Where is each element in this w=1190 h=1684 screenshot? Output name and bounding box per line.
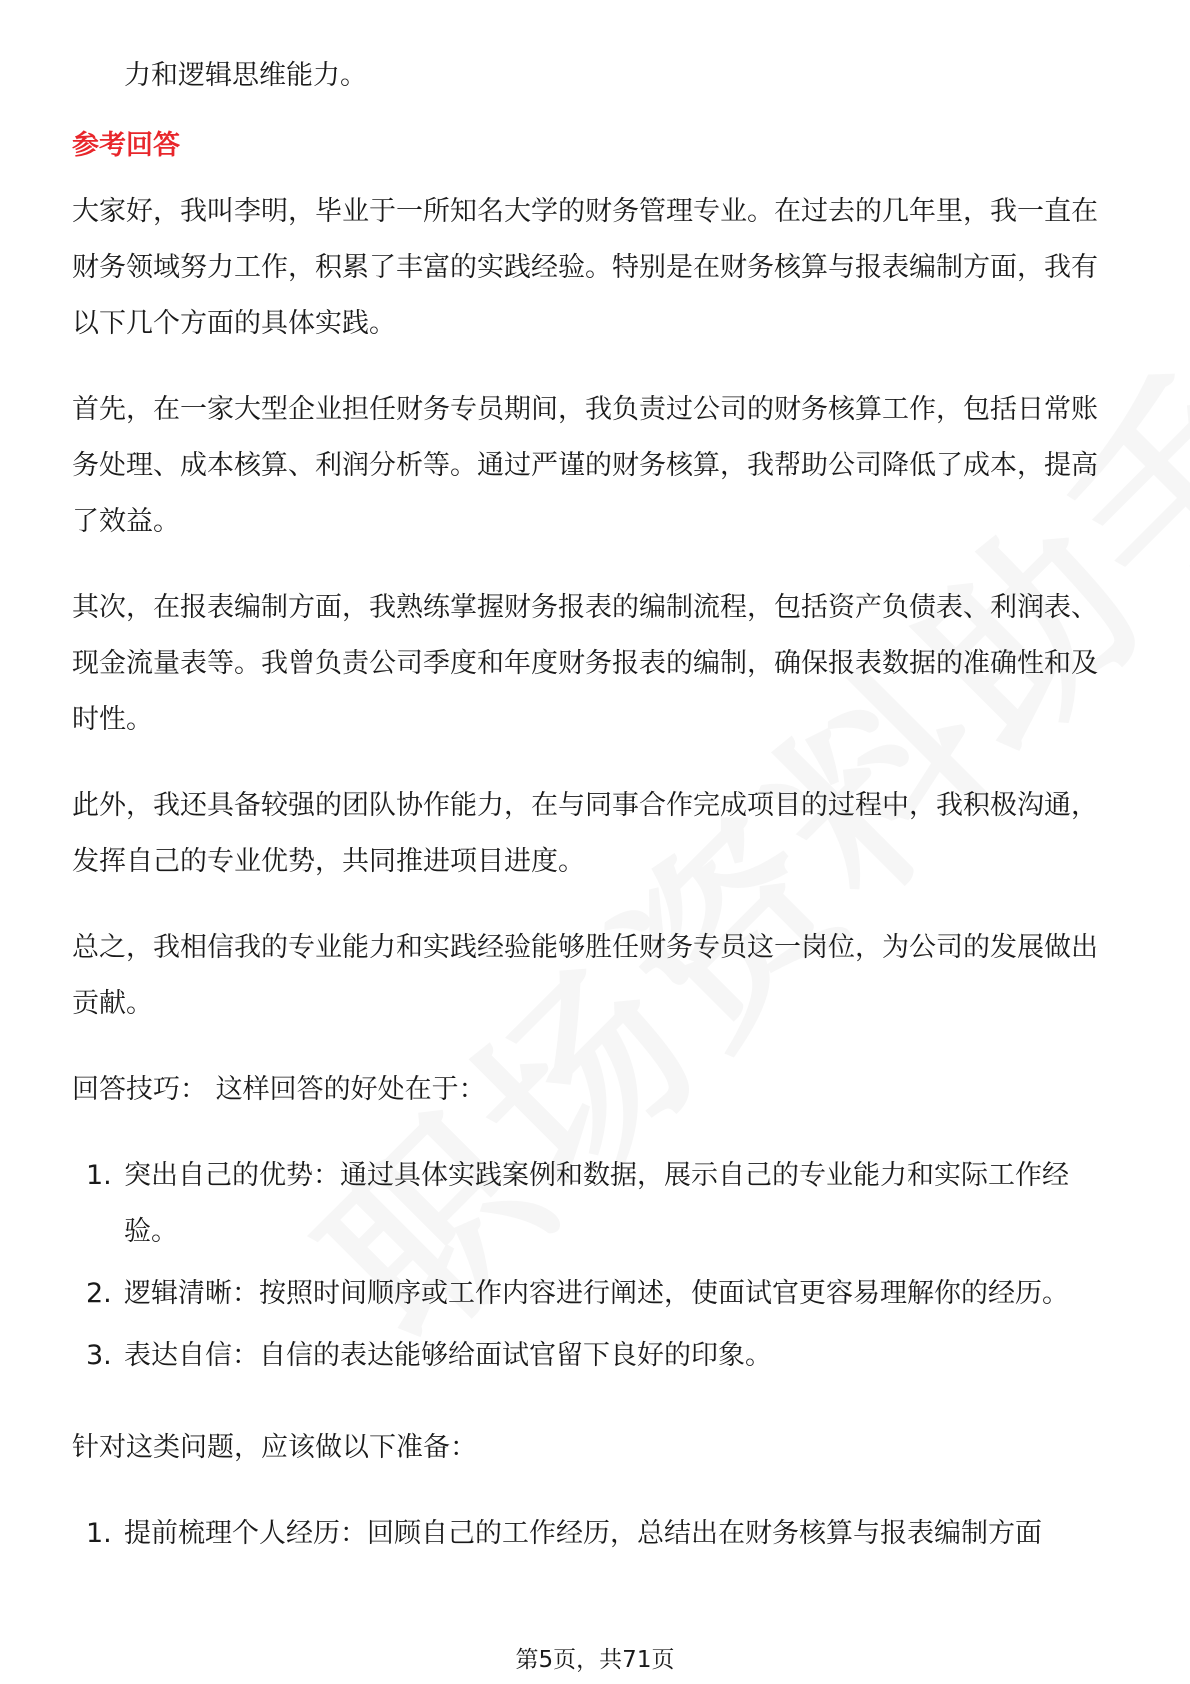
- page-footer: 第5页，共71页: [515, 1647, 675, 1673]
- list-item-text: 表达自信：自信的表达能够给面试官留下良好的印象。: [124, 1340, 772, 1371]
- list-item: [72, 1328, 1118, 1384]
- answer-paragraph-4: 此外，我还具备较强的团队协作能力，在与同事合作完成项目的过程中，我积极沟通，发挥自己的专业优势，共同推进项目进度。: [72, 790, 1098, 877]
- list-item: [72, 1266, 1118, 1322]
- prep-heading: 针对这类问题，应该做以下准备：: [72, 1432, 477, 1463]
- tips-list: [72, 1148, 1118, 1384]
- list-item-text: 突出自己的优势：通过具体实践案例和数据，展示自己的专业能力和实际工作经验。: [124, 1160, 1069, 1247]
- list-item-number: 2.: [86, 1278, 112, 1309]
- list-item: [72, 1148, 1118, 1260]
- list-item-text: 提前梳理个人经历：回顾自己的工作经历，总结出在财务核算与报表编制方面: [124, 1518, 1042, 1549]
- section-title: 参考回答: [72, 130, 180, 161]
- page-content: [72, 48, 1118, 1568]
- list-item-number: 3.: [86, 1340, 112, 1371]
- answer-paragraph-2: 首先，在一家大型企业担任财务专员期间，我负责过公司的财务核算工作，包括日常账务处理、成本核算、利润分析等。通过严谨的财务核算，我帮助公司降低了成本，提高了效益。: [72, 394, 1098, 537]
- answer-paragraph-1: 大家好，我叫李明，毕业于一所知名大学的财务管理专业。在过去的几年里，我一直在财务领域努力工作，积累了丰富的实践经验。特别是在财务核算与报表编制方面，我有以下几个方面的具体实践。: [72, 196, 1098, 339]
- list-item-text: 逻辑清晰：按照时间顺序或工作内容进行阐述，使面试官更容易理解你的经历。: [124, 1278, 1069, 1309]
- list-item: [72, 1506, 1118, 1562]
- tips-heading: 回答技巧： 这样回答的好处在于：: [72, 1074, 486, 1105]
- list-item-number: 1.: [86, 1518, 112, 1549]
- intro-tail-text: 力和逻辑思维能力。: [124, 60, 367, 91]
- list-item-number: 1.: [86, 1160, 112, 1191]
- answer-paragraph-5: 总之，我相信我的专业能力和实践经验能够胜任财务专员这一岗位，为公司的发展做出贡献。: [72, 932, 1098, 1019]
- answer-paragraph-3: 其次，在报表编制方面，我熟练掌握财务报表的编制流程，包括资产负债表、利润表、现金流量表等。我曾负责公司季度和年度财务报表的编制，确保报表数据的准确性和及时性。: [72, 592, 1098, 735]
- prep-list: [72, 1506, 1118, 1562]
